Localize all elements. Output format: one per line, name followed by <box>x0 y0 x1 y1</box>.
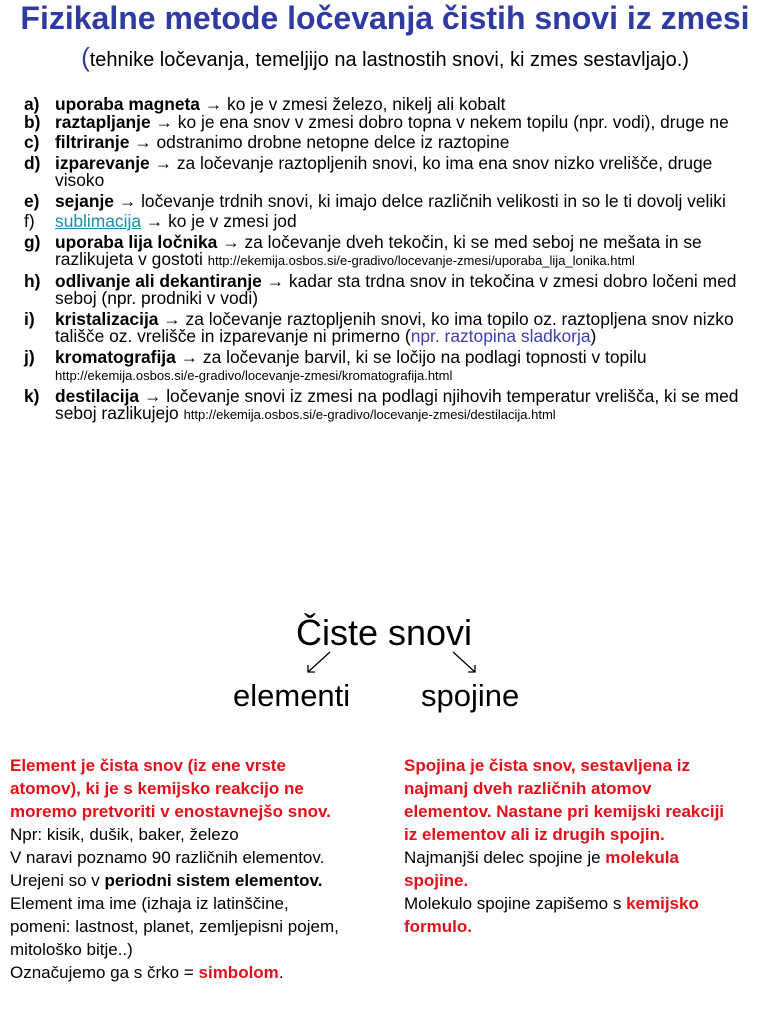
method-description: za ločevanje raztopljenih snovi, ko ima topilo oz. raztopljena snov nizko tališče oz. vrelišče in izparevanje ni primerno ( <box>55 308 734 346</box>
compound-definition: Spojina je čista snov, sestavljena iz najmanj dveh različnih atomov elementov. Nastane pri kemijski reakciji iz elementov ali iz drugih spojin. <box>404 756 725 844</box>
compound-formula-text <box>404 892 734 938</box>
node-elements: elementi <box>233 678 351 713</box>
element-examples: Npr: kisik, dušik, baker, železo <box>10 825 239 844</box>
method-description: ko je v zmesi jod <box>168 211 297 231</box>
method-description: ločevanje snovi iz zmesi na podlagi njihovih temperatur vrelišča, ki se med seboj razlikujejo <box>55 385 739 423</box>
sublimation-link[interactable]: sublimacija <box>55 211 142 231</box>
compound-smallest-text <box>404 846 734 892</box>
pure-substances-heading: Čiste snovi <box>295 612 473 653</box>
arrow-glyph: → <box>163 308 181 329</box>
method-item-c <box>24 134 754 152</box>
item-label: e) <box>24 190 40 211</box>
arrow-glyph: → <box>118 190 137 211</box>
arrow-down-right-icon <box>447 648 487 678</box>
method-description: za ločevanje raztopljenih snovi, ko ima ena snov nizko vrelišče, druge visoko <box>55 152 713 190</box>
method-term: uporaba lija ločnika <box>55 231 218 252</box>
arrow-glyph: → <box>222 231 240 252</box>
method-description: ločevanje trdnih snovi, ki imajo delce različnih velikosti in so le ti dovolj veliki <box>141 190 726 211</box>
arrow-glyph: → <box>134 132 152 152</box>
method-term: filtriranje <box>55 132 130 152</box>
element-name-text: Element ima ime (izhaja iz latinščine, pomeni: lastnost, planet, zemljepisni pojem, mitološko bitje..) <box>10 894 339 959</box>
item-label: i) <box>24 308 35 329</box>
arrow-glyph: → <box>180 346 199 367</box>
item-label: h) <box>24 270 41 291</box>
method-item-g <box>24 231 754 270</box>
method-item-b <box>24 111 754 132</box>
formula-prefix: Molekulo spojine zapišemo s <box>404 894 622 913</box>
method-description: ko je ena snov v zmesi dobro topna v nekem topilu (npr. vodi), druge ne <box>177 111 729 132</box>
method-item-h <box>24 270 754 308</box>
method-item-i <box>24 308 754 346</box>
periodic-table-term: periodni sistem elementov. <box>104 871 323 890</box>
node-compounds: spojine <box>421 678 520 713</box>
arrow-glyph: → <box>154 152 172 173</box>
method-term: kromatografija <box>55 346 176 367</box>
method-item-e <box>24 190 754 211</box>
method-url[interactable]: http://ekemija.osbos.si/e-gradivo/locevanje-zmesi/destilacija.html <box>183 407 556 422</box>
method-description-tail: ) <box>590 326 597 346</box>
item-label: k) <box>24 385 40 406</box>
item-label: c) <box>24 132 40 152</box>
method-item-f <box>24 213 754 231</box>
element-count-text <box>10 846 340 892</box>
symbol-tail: . <box>278 963 284 982</box>
separation-methods-list <box>24 96 754 424</box>
element-definition: Element je čista snov (iz ene vrste atomov), ki je s kemijsko reakcijo ne moremo pretvoriti v enostavnejšo snov. <box>10 756 331 821</box>
element-symbol-text <box>10 961 340 984</box>
symbol-term: simbolom <box>198 963 279 982</box>
arrow-glyph: → <box>155 111 173 132</box>
method-item-d <box>24 152 754 190</box>
item-label: g) <box>24 231 41 252</box>
arrow-glyph: → <box>143 385 162 406</box>
method-url[interactable]: http://ekemija.osbos.si/e-gradivo/locevanje-zmesi/kromatografija.html <box>55 368 453 383</box>
method-description: ko je v zmesi železo, nikelj ali kobalt <box>227 94 506 114</box>
smallest-prefix: Najmanjši delec spojine je <box>404 848 601 867</box>
element-count-prefix: V naravi poznamo 90 različnih elementov. Urejeni so v <box>10 848 325 890</box>
elements-column <box>10 754 340 984</box>
item-label: d) <box>24 152 41 173</box>
method-description: kadar sta trdna snov in tekočina v zmesi dobro ločeni med seboj (npr. prodniki v vodi) <box>55 270 737 308</box>
item-label: a) <box>24 94 40 114</box>
arrow-glyph: → <box>145 211 164 231</box>
compounds-column <box>404 754 734 938</box>
item-label: f) <box>24 211 35 231</box>
method-term: uporaba magneta <box>55 94 200 114</box>
method-description: za ločevanje barvil, ki se ločijo na podlagi topnosti v topilu <box>202 346 647 367</box>
title-subtitle: tehnike ločevanja, temeljijo na lastnostih snovi, ki zmes sestavljajo.) <box>89 49 689 71</box>
arrow-glyph: → <box>266 270 285 291</box>
molecule-term: molekula spojine. <box>404 848 679 890</box>
arrow-down-left-icon <box>304 648 344 678</box>
method-item-k <box>24 385 754 424</box>
method-term: destilacija <box>55 385 140 406</box>
method-term: odlivanje ali dekantiranje <box>55 270 262 291</box>
symbol-prefix: Označujemo ga s črko = <box>10 963 194 982</box>
item-label: b) <box>24 111 41 132</box>
method-term: izparevanje <box>55 152 150 173</box>
title-main: Fizikalne metode ločevanja čistih snovi iz zmesi <box>20 0 750 36</box>
title-paren: ( <box>81 42 90 72</box>
method-term: raztapljanje <box>55 111 151 132</box>
method-description: odstranimo drobne netopne delce iz raztopine <box>156 132 510 152</box>
chemical-formula-term: kemijsko formulo. <box>404 894 699 936</box>
method-example: npr. raztopina sladkorja <box>410 326 591 346</box>
arrow-glyph: → <box>204 94 223 114</box>
method-term: kristalizacija <box>55 308 159 329</box>
item-label: j) <box>24 346 35 367</box>
method-url[interactable]: http://ekemija.osbos.si/e-gradivo/locevanje-zmesi/uporaba_lija_lonika.html <box>207 253 635 268</box>
method-description: za ločevanje dveh tekočin, ki se med seboj ne mešata in se razlikujeta v gostoti <box>55 231 702 269</box>
method-term: sejanje <box>55 190 114 211</box>
method-item-j <box>24 346 754 385</box>
page-title <box>10 0 760 79</box>
